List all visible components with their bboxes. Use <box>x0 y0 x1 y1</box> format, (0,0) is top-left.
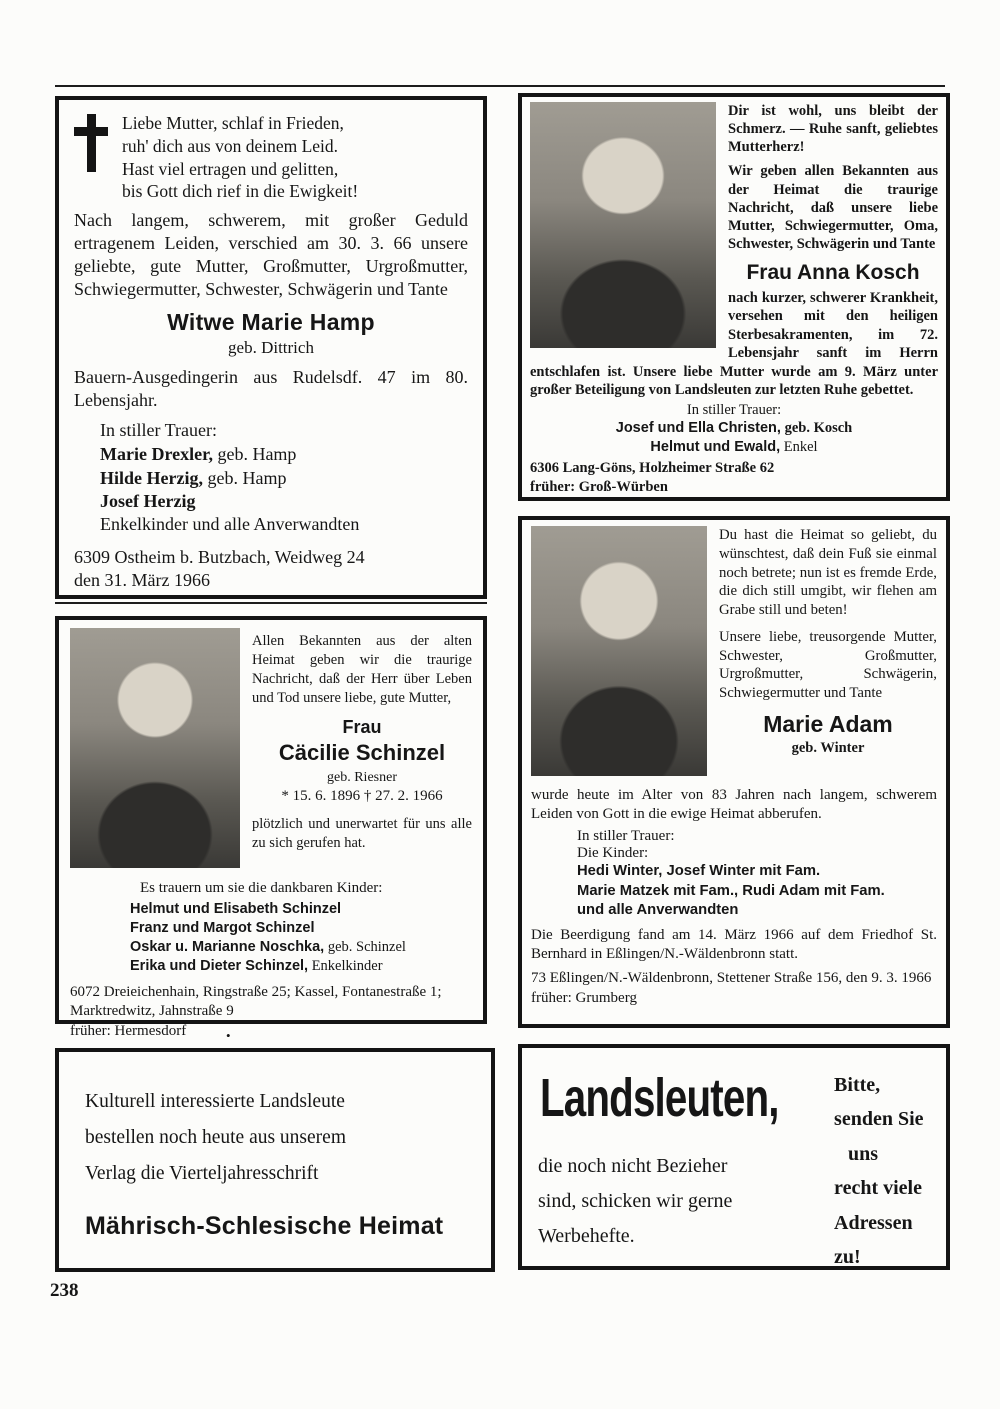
hamp-intro: Nach langem, schwerem, mit großer Geduld ertragenem Leiden, verschied am 30. 3. 66 unsere geliebte, gute Mutter, Großmutter, Urgroßmutter, Schwiegermutter, Schwester, Schwägerin und Tante <box>74 210 468 300</box>
ad-verlag-title: Mährisch-Schlesische Heimat <box>85 1212 444 1241</box>
obituary-adam <box>518 516 950 1028</box>
schinzel-former-residence: früher: Hermesdorf <box>70 1022 187 1039</box>
ad-verlag-line: bestellen noch heute aus unserem <box>85 1127 346 1149</box>
kosch-former-residence: früher: Groß-Würben <box>530 478 668 495</box>
adam-mourning-sub: Die Kinder: <box>577 845 649 862</box>
schinzel-deceased-name: Cäcilie Schinzel <box>278 740 446 766</box>
ad-verlag <box>55 1048 495 1272</box>
ad-landsleuten-headline: Landsleuten, <box>540 1069 779 1129</box>
obituary-hamp <box>55 96 487 599</box>
kosch-verse: Dir ist wohl, uns bleibt der Schmerz. — Ruhe sanft, geliebtes Mutterherz! <box>728 103 938 156</box>
mourner-line: Marie Drexler, geb. Hamp <box>100 444 297 465</box>
mourner-line: Marie Matzek mit Fam., Rudi Adam mit Fam. <box>577 882 885 899</box>
schinzel-mourning-label: Es trauern um sie die dankbaren Kinder: <box>140 880 383 896</box>
obituary-kosch <box>518 93 950 501</box>
mourner-line: Franz und Margot Schinzel <box>130 920 315 937</box>
kosch-mourning-label: In stiller Trauer: <box>686 402 782 419</box>
mourner-line: Helmut und Elisabeth Schinzel <box>130 901 342 917</box>
mourner-line: und alle Anverwandten <box>577 901 739 918</box>
schinzel-maiden-name: geb. Riesner <box>327 770 397 786</box>
adam-address: 73 Eßlingen/N.-Wäldenbronn, Stettener Straße 156, den 9. 3. 1966 <box>531 970 932 987</box>
mourner-line: Enkelkinder und alle Anverwandten <box>100 514 360 535</box>
hamp-box-underline <box>55 602 487 604</box>
ad-verlag-line: Verlag die Vierteljahresschrift <box>85 1163 319 1185</box>
mourner-line: Hilde Herzig, geb. Hamp <box>100 467 287 488</box>
ad-landsleuten <box>518 1044 950 1270</box>
ad-verlag-line: Kulturell interessierte Landsleute <box>85 1091 345 1112</box>
schinzel-address: 6072 Dreieichenhain, Ringstraße 25; Kassel, Fontanestraße 1; Marktredwitz, Jahnstraße 9 <box>70 983 442 1019</box>
schinzel-body: plötzlich und unerwartet für uns alle zu sich gerufen hat. <box>252 816 472 852</box>
schinzel-intro: Allen Bekannten aus der alten Heimat geben wir die traurige Nachricht, daß der Herr über Leben und Tod unsere liebe, gute Mutter, <box>252 633 472 706</box>
kosch-deceased-name: Frau Anna Kosch <box>746 261 920 284</box>
adam-maiden-name: geb. Winter <box>791 740 865 757</box>
adam-former-residence: früher: Grumberg <box>531 989 637 1006</box>
portrait-photo-adam <box>531 526 707 776</box>
cross-icon <box>74 112 110 177</box>
kosch-body: nach kurzer, schwerer Krankheit, versehen mit den heiligen Sterbesakramenten, im 72. Lebensjahr sanft im Herrn entschlafen ist. Unsere liebe Mutter wurde am 9. März unter großer Beteiligung von Landsleuten zur letzten Ruhe gebettet. <box>530 290 938 399</box>
mourner-line: Oskar u. Marianne Noschka, geb. Schinzel <box>130 939 406 956</box>
hamp-mourning-label: In stiller Trauer: <box>100 420 217 441</box>
hamp-verse: Liebe Mutter, schlaf in Frieden, ruh' dich aus von deinem Leid. Hast viel ertragen und gelitten, bis Gott dich rief in die Ewigkeit! <box>122 113 359 202</box>
mourner-line: Josef und Ella Christen, geb. Kosch <box>615 420 853 437</box>
obituary-schinzel <box>55 616 487 1039</box>
schinzel-name-prefix: Frau <box>342 717 382 738</box>
kosch-address: 6306 Lang-Göns, Holzheimer Straße 62 <box>530 460 775 477</box>
mourner-line: Erika und Dieter Schinzel, Enkelkinder <box>130 958 383 975</box>
adam-funeral-notice: Die Beerdigung fand am 14. März 1966 auf dem Friedhof St. Bernhard in Eßlingen/N.-Wäldenbronn statt. <box>531 927 937 963</box>
ad-landsleuten-body: die noch nicht Bezieher sind, schicken wir gerne Werbehefte. <box>538 1155 733 1247</box>
adam-intro: Unsere liebe, treusorgende Mutter, Schwester, Großmutter, Urgroßmutter, Schwägerin, Schwiegermutter und Tante <box>719 628 937 702</box>
hamp-verse-row <box>74 112 468 203</box>
ad-landsleuten-side: Bitte, senden Sie uns recht viele Adressen zu! <box>834 1074 924 1268</box>
adam-body: wurde heute im Alter von 83 Jahren nach langem, schwerem Leiden von Gott in die ewige Heimat abberufen. <box>531 787 937 823</box>
adam-mourning-label: In stiller Trauer: <box>577 828 675 845</box>
schinzel-dates: * 15. 6. 1896 † 27. 2. 1966 <box>281 788 443 805</box>
mourner-line: Hedi Winter, Josef Winter mit Fam. <box>577 863 821 880</box>
portrait-photo-schinzel <box>70 628 240 868</box>
kosch-intro: Wir geben allen Bekannten aus der Heimat die traurige Nachricht, daß unsere liebe Mutter, Schwiegermutter, Oma, Schwester, Schwägerin und Tante <box>728 163 938 252</box>
page-number: 238 <box>50 1280 79 1301</box>
hamp-address: 6309 Ostheim b. Butzbach, Weidweg 24 den 31. März 1966 <box>74 546 365 591</box>
adam-verse: Du hast die Heimat so geliebt, du wünschtest, daß dein Fuß sie einmal noch betrete; nun ist es fremde Erde, die dich still umgibt, wir flehen am Grabe still und beten! <box>719 527 937 619</box>
hamp-deceased-name: Witwe Marie Hamp <box>167 309 375 336</box>
hamp-description: Bauern-Ausgedingerin aus Rudelsdf. 47 im 80. Lebensjahr. <box>74 367 468 411</box>
adam-deceased-name: Marie Adam <box>763 711 893 738</box>
mourner-line: Helmut und Ewald, Enkel <box>650 438 818 455</box>
separator-dot: • <box>226 1028 231 1043</box>
hamp-maiden-name: geb. Dittrich <box>228 338 314 358</box>
portrait-photo-kosch <box>530 102 716 348</box>
top-rule <box>55 85 945 87</box>
ad-landsleuten-left <box>538 1062 834 1252</box>
mourner-line: Josef Herzig <box>100 490 196 511</box>
